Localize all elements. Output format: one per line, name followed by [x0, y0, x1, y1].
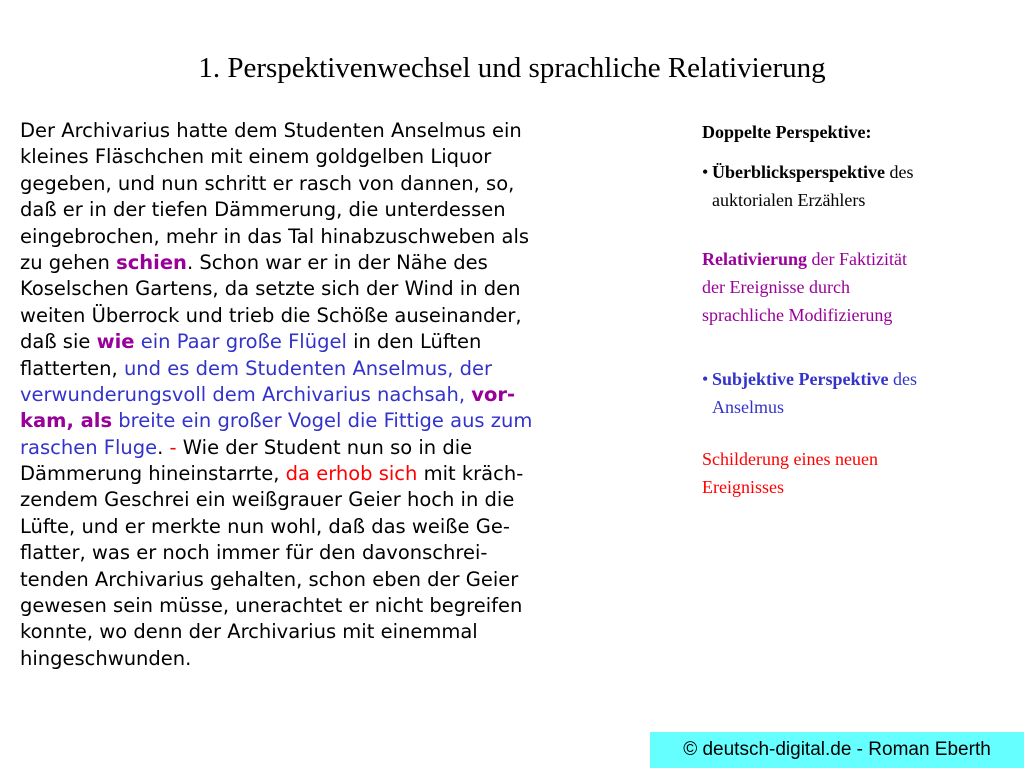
subjective-phrase: und es dem Studenten Anselmus, der	[123, 356, 493, 380]
passage-text: daß sie	[20, 330, 97, 354]
passage-line	[20, 197, 630, 223]
bullet-continuation: auktorialen Erzählers	[712, 190, 866, 210]
passage-text: mit kräch-	[417, 462, 524, 486]
dash-marker: -	[169, 435, 177, 459]
subjective-phrase: breite ein großer Vogel die Fittige aus zum	[112, 409, 533, 433]
passage-text: gewesen sein müsse, unerachtet er nicht begreifen	[20, 594, 523, 618]
passage-text: in den Lüften	[346, 330, 482, 354]
schilderung-line: Schilderung eines neuen	[702, 449, 878, 469]
term-relativierung: Relativierung	[702, 249, 807, 269]
relativierung-line	[702, 245, 907, 273]
event-phrase: da erhob sich	[285, 462, 418, 486]
passage-line	[20, 435, 630, 461]
passage-text: Wie der Student nun so in die	[176, 435, 473, 459]
sidebar-item-subjective	[702, 365, 917, 421]
passage-line	[20, 329, 630, 355]
passage-text: hingeschwunden.	[20, 646, 192, 670]
passage-line	[20, 250, 630, 276]
passage-line	[20, 356, 630, 382]
passage-line	[20, 487, 630, 513]
bullet-line	[702, 158, 914, 186]
passage-text: Koselschen Gartens, da setzte sich der Wind in den	[20, 277, 521, 301]
highlight-schien: schien	[116, 250, 187, 274]
bullet-continuation: Anselmus	[712, 397, 784, 417]
heading-doppelte-perspektive: Doppelte Perspektive:	[702, 122, 872, 142]
passage-text: Der Archivarius hatte dem Studenten Anselmus ein	[20, 119, 522, 142]
subjective-phrase: ein Paar große Flügel	[134, 330, 347, 354]
quoted-passage	[20, 118, 630, 672]
passage-line	[20, 461, 630, 487]
passage-line	[20, 276, 630, 302]
passage-text: tenden Archivarius gehalten, schon eben der Geier	[20, 567, 519, 591]
passage-text: .	[157, 435, 170, 459]
passage-line	[20, 646, 630, 672]
passage-line	[20, 382, 630, 408]
term-rest: des	[885, 162, 914, 182]
passage-text: gegeben, und nun schritt er rasch von dannen, so,	[20, 171, 515, 195]
sidebar-relativierung	[702, 245, 907, 329]
passage-line	[20, 171, 630, 197]
passage-text: zendem Geschrei ein weißgrauer Geier hoch in die	[20, 488, 515, 512]
term-overview: Überblicksperspektive	[712, 162, 885, 182]
sidebar-schilderung	[702, 445, 878, 501]
bullet-line	[702, 365, 917, 393]
bullet-icon: •	[702, 369, 709, 389]
passage-text: weiten Überrock und trieb die Schöße auseinander,	[20, 303, 522, 327]
passage-line	[20, 514, 630, 540]
slide-title: 1. Perspektivenwechsel und sprachliche Relativierung	[198, 52, 826, 84]
passage-line	[20, 567, 630, 593]
highlight-wie: wie	[96, 330, 135, 354]
copyright-footer: © deutsch-digital.de - Roman Eberth	[650, 732, 1024, 768]
passage-text: Dämmerung hineinstarrte,	[20, 462, 286, 486]
subjective-phrase: verwunderungsvoll dem Archivarius nachsah,	[20, 382, 472, 406]
passage-line	[20, 408, 630, 434]
passage-text: konnte, wo denn der Archivarius mit einemmal	[20, 620, 478, 644]
term-subjective: Subjektive Perspektive	[712, 369, 889, 389]
schilderung-line: Ereignisses	[702, 477, 784, 497]
passage-text: Lüfte, und er merkte nun wohl, daß das weiße Ge-	[20, 514, 510, 538]
sidebar-heading	[702, 118, 871, 146]
passage-line	[20, 224, 630, 250]
subjective-phrase: raschen Fluge	[20, 435, 158, 459]
passage-text: flatter, was er noch immer für den davonschrei-	[20, 541, 488, 565]
relativierung-line: der Ereignisse durch	[702, 277, 850, 297]
highlight-vorkam-als: kam, als	[20, 409, 113, 433]
passage-text: . Schon war er in der Nähe des	[186, 250, 488, 274]
passage-text: daß er in der tiefen Dämmerung, die unterdessen	[20, 198, 506, 222]
passage-line	[20, 540, 630, 566]
passage-line	[20, 303, 630, 329]
passage-text: kleines Fläschchen mit einem goldgelben Liquor	[20, 145, 492, 169]
bullet-icon: •	[702, 162, 709, 182]
term-rest: der Faktizität	[807, 249, 907, 269]
sidebar-item-overview	[702, 158, 914, 214]
passage-line	[20, 144, 630, 170]
passage-text: flatterten,	[20, 356, 124, 380]
relativierung-line: sprachliche Modifizierung	[702, 305, 893, 325]
highlight-vorkam: vor-	[471, 382, 516, 406]
passage-line	[20, 619, 630, 645]
passage-text: eingebrochen, mehr in das Tal hinabzuschweben als	[20, 224, 530, 248]
passage-line	[20, 118, 630, 144]
passage-text: zu gehen	[20, 250, 117, 274]
term-rest: des	[888, 369, 917, 389]
passage-line	[20, 593, 630, 619]
